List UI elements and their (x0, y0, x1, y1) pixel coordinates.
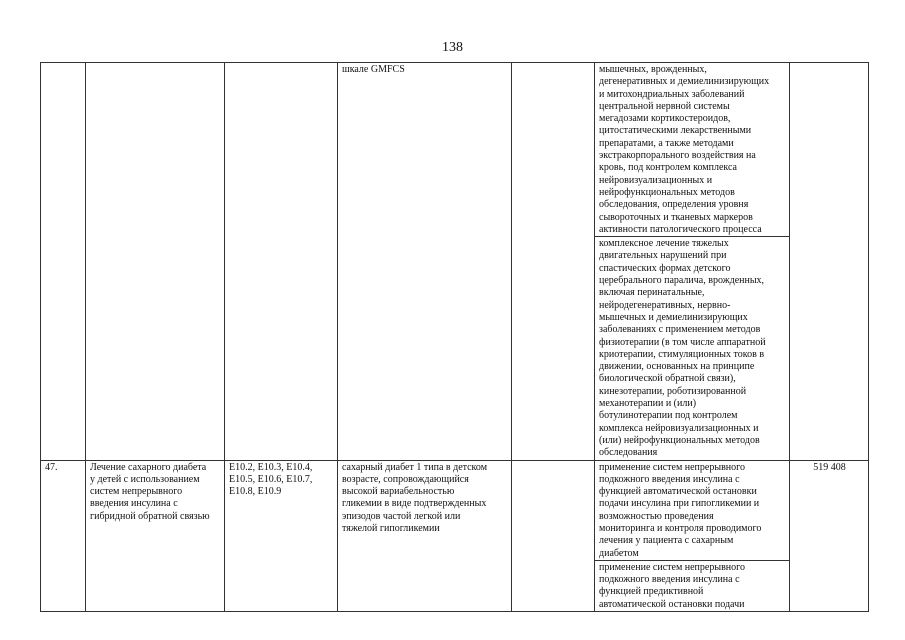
cell-treatment-method: применение систем непрерывного подкожного введения инсулина с функцией предиктивной автоматической остановки подачи (595, 560, 790, 611)
cell-patient-model: сахарный диабет 1 типа в детском возрасте, сопровождающийся высокой вариабельностью гликемии в виде подтвержденных эпизодов частой легкой или тяжелой гипогликемии (338, 460, 512, 612)
medical-care-table (40, 62, 869, 612)
cell-number-empty (41, 63, 86, 461)
cell-icd-codes: E10.2, E10.3, E10.4, E10.5, E10.6, E10.7, E10.8, E10.9 (225, 460, 338, 612)
cell-treatment-type-empty (512, 63, 595, 461)
table-row-47 (41, 460, 869, 560)
cell-patient-model: шкале GMFCS (338, 63, 512, 461)
cell-cost: 519 408 (790, 460, 869, 612)
cell-treatment-type-empty (512, 460, 595, 612)
cell-treatment-method: комплексное лечение тяжелых двигательных нарушений при спастических формах детского церебрального паралича, врожденных, включая перинатальные, нейродегенеративных, нервно- мышечных и демиелинизирующих заболеваниях с применением методов физиотерапии (в том числе аппаратной криотерапии, стимуляционных токов в движении, основанных на принципе биологической обратной связи), кинезотерапии, роботизированной механотерапии и (или) ботулинотерапии под контролем комплекса нейровизуализационных и (или) нейрофункциональных методов обследования (595, 237, 790, 460)
cell-care-name: Лечение сахарного диабета у детей с использованием систем непрерывного введения инсулина с гибридной обратной связью (86, 460, 225, 612)
cell-icd-empty (225, 63, 338, 461)
cell-cost-empty (790, 63, 869, 461)
cell-treatment-method: мышечных, врожденных, дегенеративных и демиелинизирующих и митохондриальных заболеваний центральной нервной системы мегадозами кортикостероидов, цитостатическими лекарственными препаратами, а также методами экстракорпорального воздействия на кровь, под контролем комплекса нейровизуализационных и нейрофункциональных методов обследования, определения уровня сывороточных и тканевых маркеров активности патологического процесса (595, 63, 790, 237)
table-row-continuation (41, 63, 869, 237)
cell-row-number: 47. (41, 460, 86, 612)
page-number: 138 (442, 40, 463, 55)
cell-treatment-method: применение систем непрерывного подкожного введения инсулина с функцией автоматической остановки подачи инсулина при гипогликемии и возможностью проведения мониторинга и контроля проводимого лечения у пациента с сахарным диабетом (595, 460, 790, 560)
cell-name-empty (86, 63, 225, 461)
